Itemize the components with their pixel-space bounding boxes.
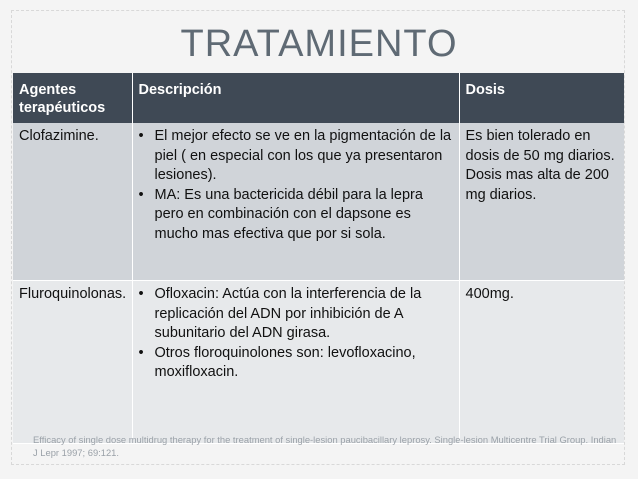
list-item: • MA: Es una bactericida débil para la lepra pero en combinación con el dapsone es mucho mas efectiva que por si sola. — [139, 186, 453, 245]
description-cell — [132, 281, 459, 444]
list-item: • El mejor efecto se ve en la pigmentación de la piel ( en especial con los que ya presentaron lesiones). — [139, 127, 453, 186]
dose-cell: 400mg. — [459, 281, 624, 444]
citation-footnote: Efficacy of single dose multidrug therapy for the treatment of single-lesion paucibacillary leprosy. Single-lesion Multicentre Trial Group. Indian J Lepr 1997; 69:121. — [33, 434, 617, 458]
header-description: Descripción — [132, 73, 459, 123]
table-row — [13, 281, 624, 444]
treatment-table — [13, 73, 624, 444]
description-cell — [132, 123, 459, 281]
header-dose: Dosis — [459, 73, 624, 123]
description-list — [139, 285, 453, 383]
header-agents: Agentes terapéuticos — [13, 73, 132, 123]
table-row — [13, 123, 624, 281]
agent-cell: Clofazimine. — [13, 123, 132, 281]
dose-cell: Es bien tolerado en dosis de 50 mg diarios. Dosis mas alta de 200 mg diarios. — [459, 123, 624, 281]
list-item: • Ofloxacin: Actúa con la interferencia de la replicación del ADN por inhibición de A subunitario del ADN girasa. — [139, 285, 453, 344]
list-item: • Otros floroquinolones son: levofloxacino, moxifloxacin. — [139, 344, 453, 383]
slide-title: TRATAMIENTO — [180, 23, 458, 65]
agent-cell: Fluroquinolonas. — [13, 281, 132, 444]
description-list — [139, 127, 453, 244]
table-header-row — [13, 73, 624, 123]
